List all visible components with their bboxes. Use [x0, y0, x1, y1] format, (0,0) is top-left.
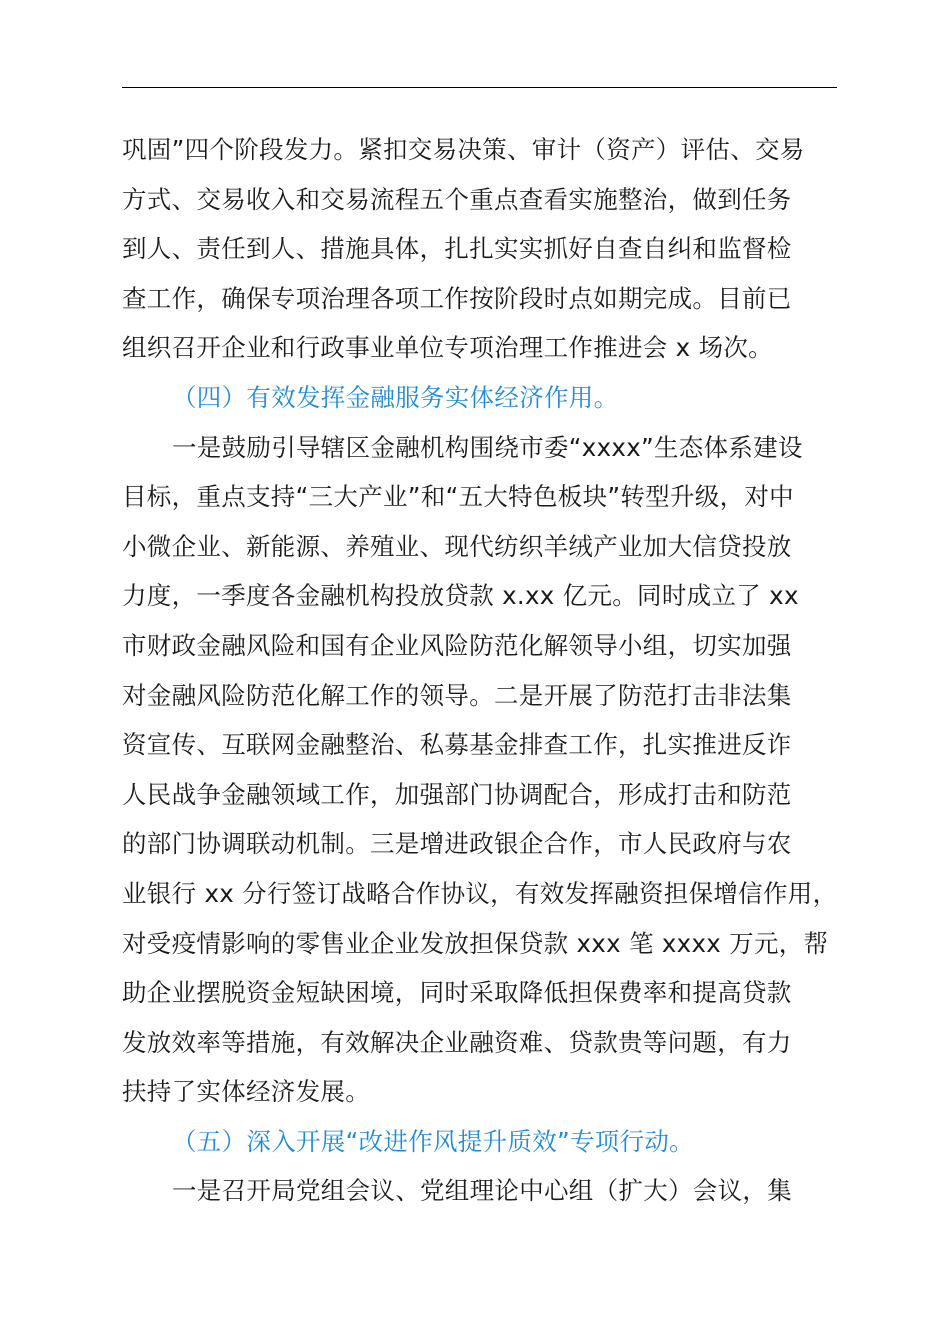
text-line: 对金融风险防范化解工作的领导。二是开展了防范打击非法集	[122, 680, 792, 710]
text-line: 对受疫情影响的零售业企业发放担保贷款 xxx 笔 xxxx 万元，帮	[122, 928, 829, 958]
text-line: 查工作，确保专项治理各项工作按阶段时点如期完成。目前已	[122, 283, 792, 313]
text-line: 扶持了实体经济发展。	[122, 1077, 370, 1107]
text-line: 组织召开企业和行政事业单位专项治理工作推进会 x 场次。	[122, 333, 773, 363]
heading-text: （四）有效发挥金融服务实体经济作用。	[172, 382, 619, 412]
section-heading	[122, 1117, 837, 1167]
text-line: 巩固”四个阶段发力。紧扣交易决策、审计（资产）评估、交易	[122, 135, 805, 164]
paragraph	[122, 423, 837, 1117]
text-line: 小微企业、新能源、养殖业、现代纺织羊绒产业加大信贷投放	[122, 531, 792, 561]
heading-text: （五）深入开展“改进作风提升质效”专项行动。	[172, 1126, 694, 1156]
text-line: 力度，一季度各金融机构投放贷款 x.xx 亿元。同时成立了 xx	[122, 581, 799, 611]
header-rule	[122, 87, 837, 88]
text-line: 一是鼓励引导辖区金融机构围绕市委“xxxx”生态体系建设	[172, 432, 803, 462]
section-heading	[122, 373, 837, 423]
text-line: 一是召开局党组会议、党组理论中心组（扩大）会议，集	[172, 1176, 792, 1206]
text-line: 人民战争金融领域工作，加强部门协调配合，形成打击和防范	[122, 779, 792, 809]
text-line: 方式、交易收入和交易流程五个重点查看实施整治，做到任务	[122, 184, 792, 214]
text-line: 助企业摆脱资金短缺困境，同时采取降低担保费率和提高贷款	[122, 978, 792, 1008]
text-line: 的部门协调联动机制。三是增进政银企合作，市人民政府与农	[122, 829, 792, 859]
document-body	[122, 125, 837, 1216]
text-line: 目标，重点支持“三大产业”和“五大特色板块”转型升级，对中	[122, 482, 794, 512]
text-line: 到人、责任到人、措施具体，扎扎实实抓好自查自纠和监督检	[122, 234, 792, 264]
text-line: 业银行 xx 分行签订战略合作协议，有效发挥融资担保增信作用，	[122, 878, 838, 908]
paragraph	[122, 1166, 837, 1216]
text-line: 发放效率等措施，有效解决企业融资难、贷款贵等问题，有力	[122, 1027, 792, 1057]
text-line: 市财政金融风险和国有企业风险防范化解领导小组，切实加强	[122, 630, 792, 660]
text-line: 资宣传、互联网金融整治、私募基金排查工作，扎实推进反诈	[122, 730, 792, 760]
paragraph	[122, 125, 837, 373]
